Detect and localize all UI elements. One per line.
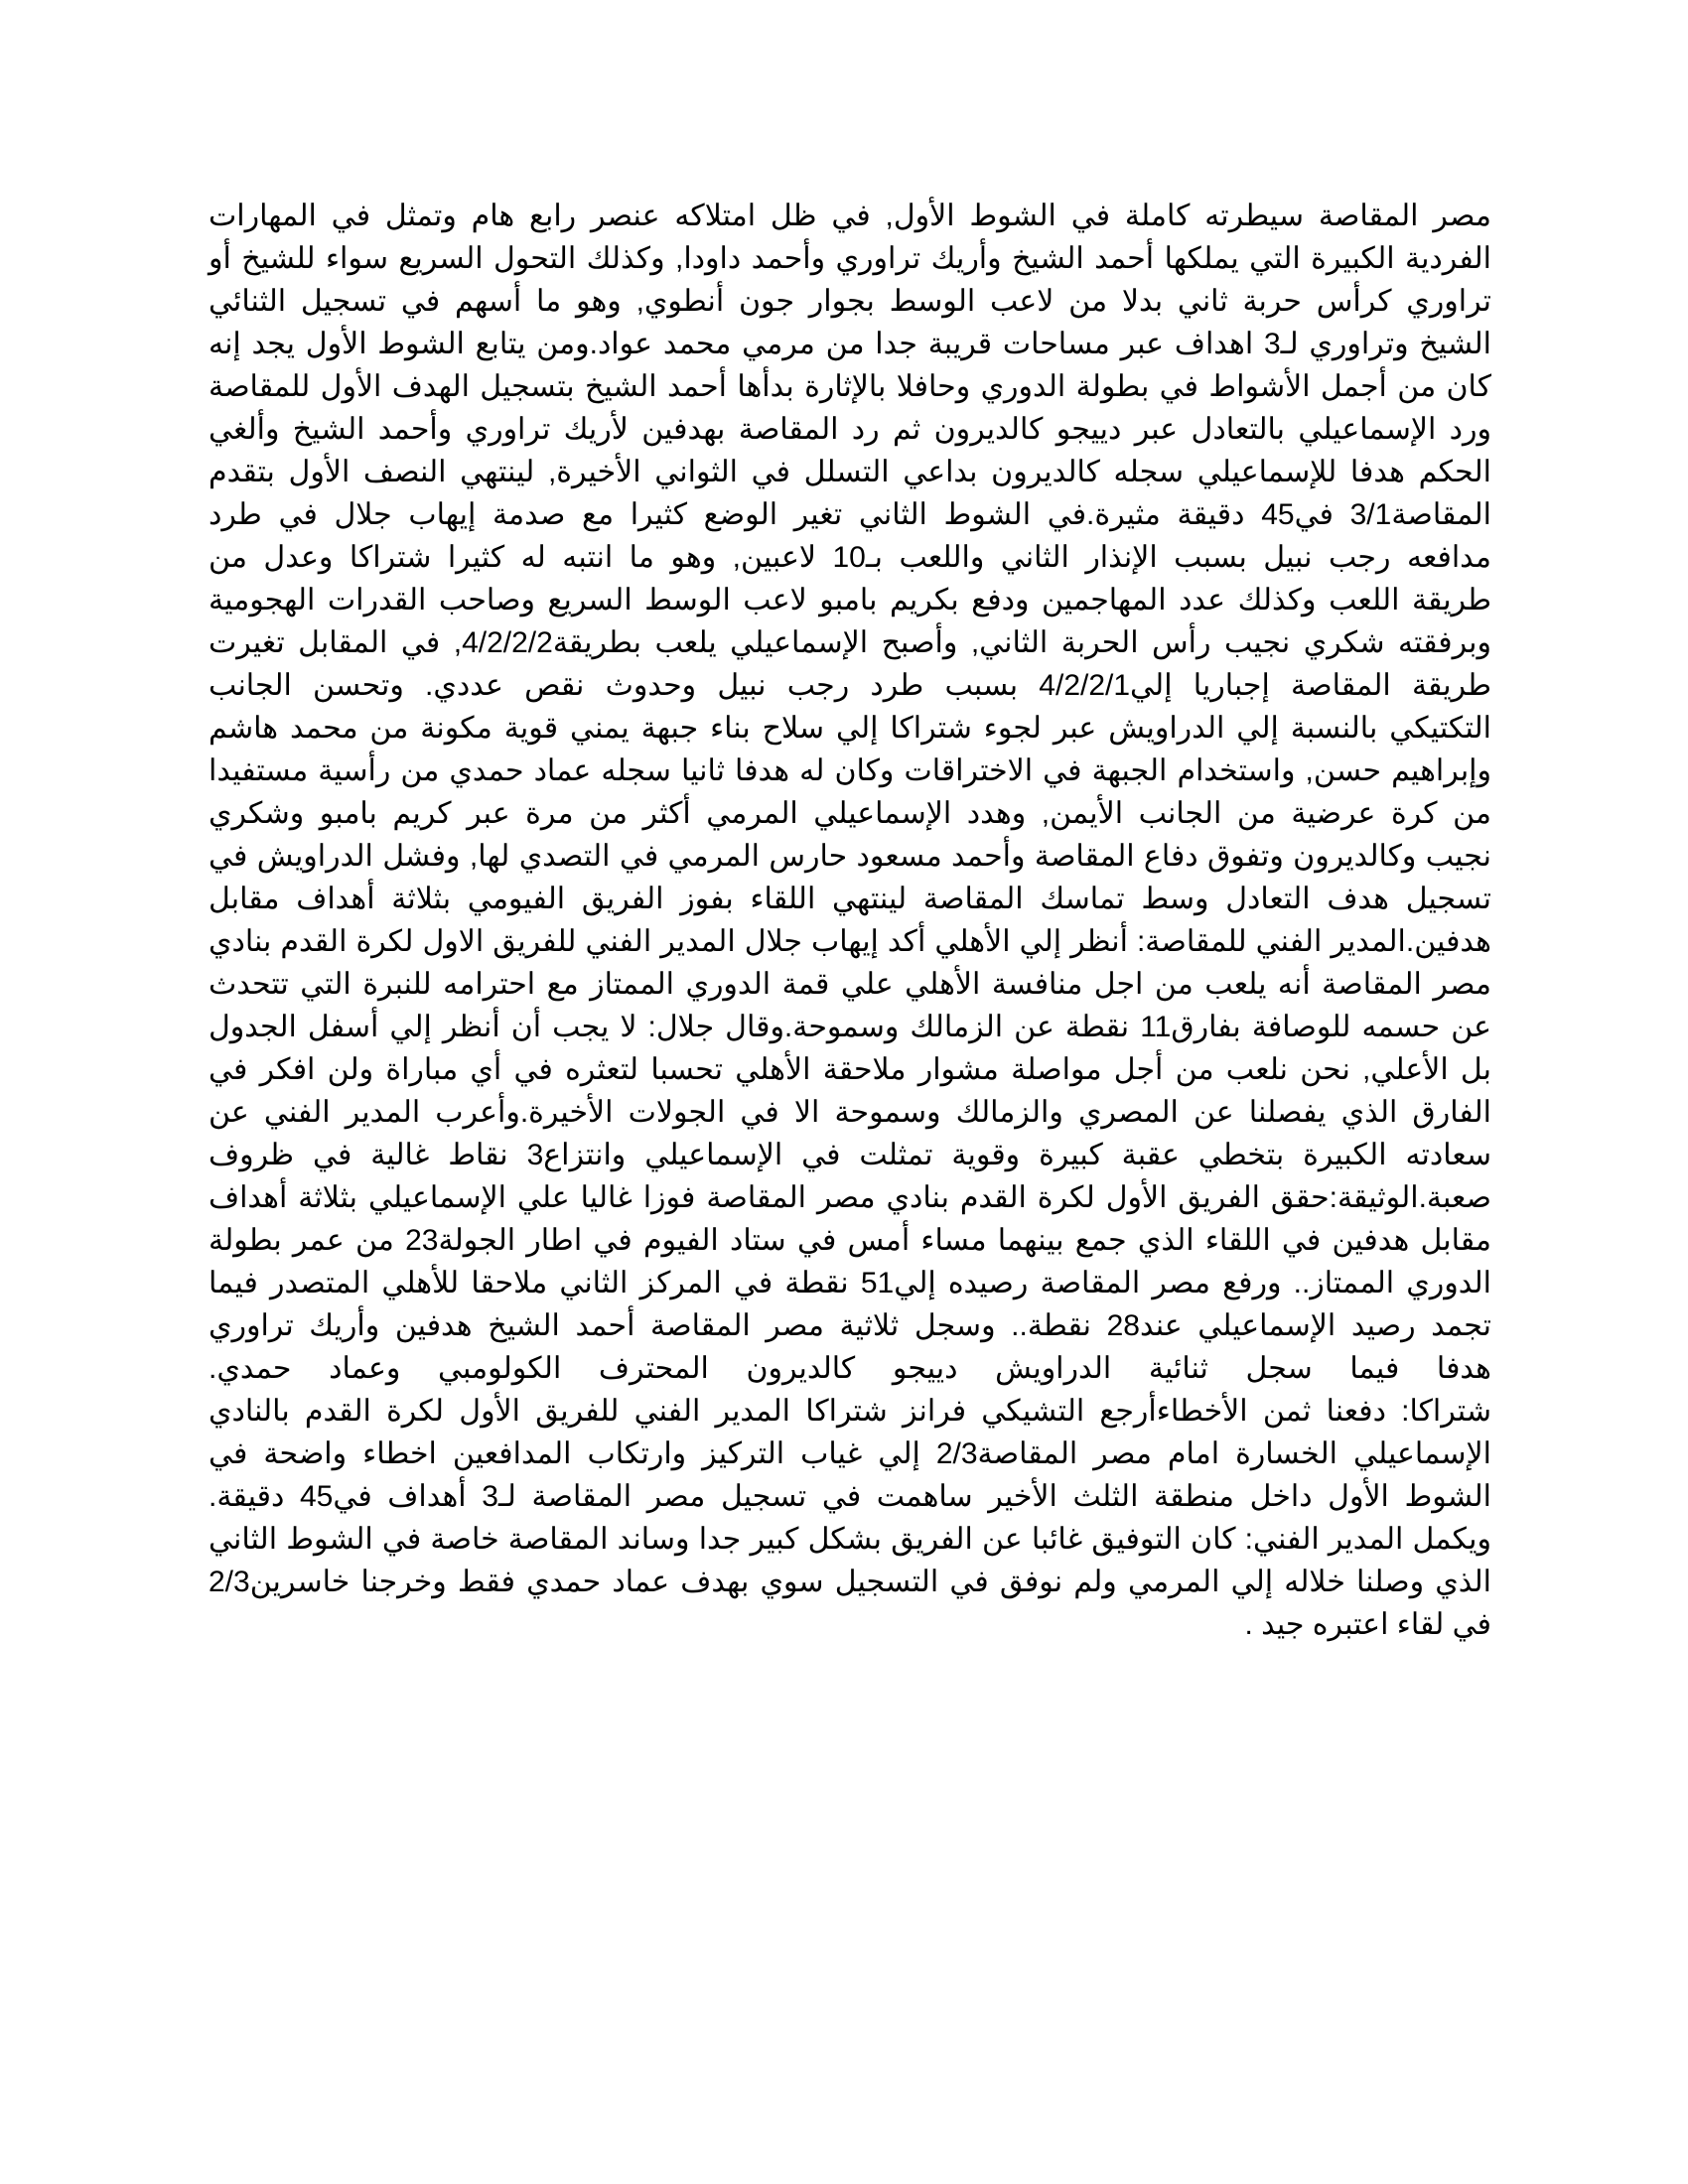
text-line: نجيب وكالديرون وتفوق دفاع المقاصة وأحمد مسعود حارس المرمي في التصدي لها, وفشل الدراويش في (209, 840, 1491, 873)
text-line: المقاصة3/1 في45 دقيقة مثيرة.في الشوط الثاني تغير الوضع كثيرا مع صدمة إيهاب جلال في طرد (209, 498, 1492, 531)
text-line: عن حسمه للوصافة بفارق11 نقطة عن الزمالك وسموحة.وقال جلال: لا يجب أن أنظر إلي أسفل الجدول (209, 1011, 1491, 1043)
text-line: بل الأعلي, نحن نلعب من أجل مواصلة مشوار ملاحقة الأهلي تحسبا لتعثره في أي مباراة ولن افكر في (209, 1053, 1491, 1086)
article-body (209, 195, 1491, 1646)
text-line: طريقة المقاصة إجباريا إلي4/2/2/1 بسبب طرد رجب نبيل وحدوث نقص عددي. وتحسن الجانب (209, 669, 1491, 702)
text-line: هدفين.المدير الفني للمقاصة: أنظر إلي الأهلي أكد إيهاب جلال المدير الفني للفريق الاول لكرة القدم بنادي (209, 925, 1491, 958)
text-line: الفردية الكبيرة التي يملكها أحمد الشيخ وأريك تراوري وأحمد داودا, وكذلك التحول السريع سواء للشيخ أو (209, 242, 1491, 275)
text-line: الفارق الذي يفصلنا عن المصري والزمالك وسموحة الا في الجولات الأخيرة.وأعرب المدير الفني عن (209, 1096, 1491, 1129)
text-line: مصر المقاصة سيطرته كاملة في الشوط الأول, في ظل امتلاكه عنصر رابع هام وتمثل في المهارات (209, 200, 1491, 232)
text-line: ورد الإسماعيلي بالتعادل عبر دييجو كالديرون ثم رد المقاصة بهدفين لأريك تراوري وأحمد الشيخ وألغي (209, 413, 1491, 446)
text-line: سعادته الكبيرة بتخطي عقبة كبيرة وقوية تمثلت في الإسماعيلي وانتزاع3 نقاط غالية في ظروف (209, 1139, 1491, 1171)
text-line: مصر المقاصة أنه يلعب من اجل منافسة الأهلي علي قمة الدوري الممتاز مع احترامه للنبرة التي تتحدث (209, 968, 1491, 1001)
text-line: الذي وصلنا خلاله إلي المرمي ولم نوفق في التسجيل سوي بهدف عماد حمدي فقط وخرجنا خاسرين2/3 (209, 1566, 1491, 1598)
text-line: هدفا فيما سجل ثنائية الدراويش دييجو كالديرون المحترف الكولومبي وعماد حمدي. (209, 1352, 1491, 1385)
text-line: طريقة اللعب وكذلك عدد المهاجمين ودفع بكريم بامبو لاعب الوسط السريع وصاحب القدرات الهجومية (209, 584, 1491, 616)
text-line-last: في لقاء اعتبره جيد . (1244, 1608, 1491, 1641)
text-line: كان من أجمل الأشواط في بطولة الدوري وحافلا بالإثارة بدأها أحمد الشيخ بتسجيل الهدف الأول للمقاصة (209, 370, 1491, 403)
text-line: وإبراهيم حسن, واستخدام الجبهة في الاختراقات وكان له هدفا ثانيا سجله عماد حمدي من رأسية مستفيدا (209, 754, 1491, 787)
text-line: التكتيكي بالنسبة إلي الدراويش عبر لجوء شتراكا إلي سلاح بناء جبهة يمني قوية مكونة من محمد هاشم (209, 712, 1491, 745)
text-line: الإسماعيلي الخسارة امام مصر المقاصة2/3 إلي غياب التركيز وارتكاب المدافعين اخطاء واضحة في (209, 1437, 1492, 1470)
text-line: تراوري كرأس حربة ثاني بدلا من لاعب الوسط بجوار جون أنطوي, وهو ما أسهم في تسجيل الثنائي (209, 285, 1491, 318)
text-line: مقابل هدفين في اللقاء الذي جمع بينهما مساء أمس في ستاد الفيوم في اطار الجولة23 من عمر بطولة (209, 1224, 1491, 1257)
text-line: الحكم هدفا للإسماعيلي سجله كالديرون بداعي التسلل في الثواني الأخيرة, لينتهي النصف الأول بتقدم (209, 456, 1491, 488)
text-line: شتراكا: دفعنا ثمن الأخطاءأرجع التشيكي فرانز شتراكا المدير الفني للفريق الأول لكرة القدم بالنادي (209, 1395, 1491, 1428)
text-line: الدوري الممتاز.. ورفع مصر المقاصة رصيده إلي51 نقطة في المركز الثاني ملاحقا للأهلي المتصدر فيما (209, 1267, 1491, 1299)
text-line: ويكمل المدير الفني: كان التوفيق غائبا عن الفريق بشكل كبير جدا وساند المقاصة خاصة في الشوط الثاني (209, 1523, 1491, 1556)
text-line: صعبة.الوثيقة:حقق الفريق الأول لكرة القدم بنادي مصر المقاصة فوزا غاليا علي الإسماعيلي بثلاثة أهداف (209, 1181, 1491, 1214)
text-line: مدافعه رجب نبيل بسبب الإنذار الثاني واللعب بـ10 لاعبين, وهو ما انتبه له كثيرا شتراكا وعدل من (209, 541, 1491, 574)
text-line: الشيخ وتراوري لـ3 اهداف عبر مساحات قريبة جدا من مرمي محمد عواد.ومن يتابع الشوط الأول يجد إنه (209, 328, 1492, 360)
text-line: تجمد رصيد الإسماعيلي عند28 نقطة.. وسجل ثلاثية مصر المقاصة أحمد الشيخ هدفين وأريك تراوري (209, 1309, 1491, 1342)
text-line: من كرة عرضية من الجانب الأيمن, وهدد الإسماعيلي المرمي أكثر من مرة عبر كريم بامبو وشكري (209, 797, 1491, 830)
text-line: الشوط الأول داخل منطقة الثلث الأخير ساهمت في تسجيل مصر المقاصة لـ3 أهداف في45 دقيقة. (209, 1480, 1491, 1513)
text-line: تسجيل هدف التعادل وسط تماسك المقاصة لينتهي اللقاء بفوز الفريق الفيومي بثلاثة أهداف مقابل (209, 883, 1491, 915)
text-line: وبرفقته شكري نجيب رأس الحربة الثاني, وأصبح الإسماعيلي يلعب بطريقة4/2/2/2, في المقابل تغيرت (209, 626, 1492, 659)
